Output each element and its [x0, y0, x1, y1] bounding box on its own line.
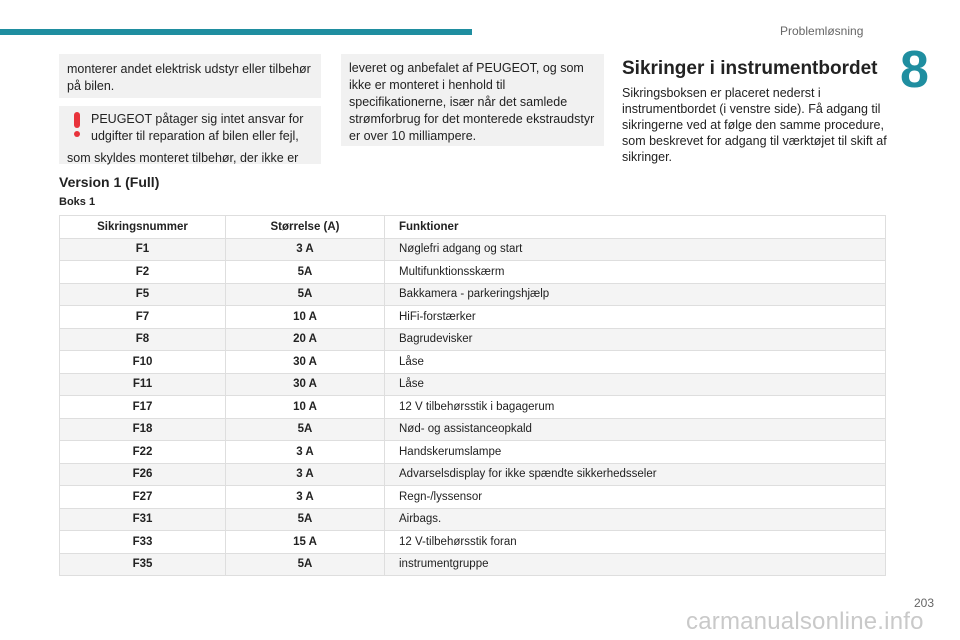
- table-row: [60, 351, 886, 374]
- table-row: [60, 328, 886, 351]
- chapter-number: 8: [900, 41, 929, 99]
- cell-function: Nøglefri adgang og start: [385, 238, 886, 261]
- cell-size: 5A: [226, 261, 385, 284]
- table-row: [60, 463, 886, 486]
- table-row: [60, 553, 886, 576]
- cell-fuse-number: F33: [60, 531, 226, 554]
- cell-size: 3 A: [226, 441, 385, 464]
- cell-size: 3 A: [226, 486, 385, 509]
- cell-size: 30 A: [226, 351, 385, 374]
- section-heading: Sikringer i instrumentbordet: [622, 58, 878, 79]
- cell-size: 10 A: [226, 396, 385, 419]
- cell-fuse-number: F27: [60, 486, 226, 509]
- cell-size: 5A: [226, 553, 385, 576]
- fuse-table: [59, 215, 886, 576]
- note-box-continuation: [59, 54, 321, 98]
- cell-size: 10 A: [226, 306, 385, 329]
- warning-continuation-text: leveret og anbefalet af PEUGEOT, og som ikke er monteret i henhold til specifikationerne, især når det samlede strømforbrug for det monterede ekstraudstyr er over 10 milliampere.: [349, 61, 595, 143]
- cell-function: Handskerumslampe: [385, 441, 886, 464]
- cell-size: 3 A: [226, 238, 385, 261]
- cell-function: Multifunktionsskærm: [385, 261, 886, 284]
- header-accent-bar: [0, 29, 472, 35]
- cell-function: Airbags.: [385, 508, 886, 531]
- cell-size: 5A: [226, 283, 385, 306]
- box-label: Boks 1: [59, 196, 96, 208]
- cell-function: Bagrudevisker: [385, 328, 886, 351]
- cell-function: Regn-/lyssensor: [385, 486, 886, 509]
- table-row: [60, 373, 886, 396]
- cell-size: 3 A: [226, 463, 385, 486]
- section-name: Problemløsning: [780, 24, 864, 38]
- cell-function: Låse: [385, 351, 886, 374]
- page-number: 203: [914, 596, 935, 610]
- warning-box: [59, 106, 321, 164]
- cell-fuse-number: F26: [60, 463, 226, 486]
- cell-size: 30 A: [226, 373, 385, 396]
- table-row: [60, 306, 886, 329]
- cell-size: 15 A: [226, 531, 385, 554]
- table-row: [60, 261, 886, 284]
- table-row: [60, 441, 886, 464]
- warning-text-line1: PEUGEOT påtager sig intet ansvar for udgifter til reparation af bilen eller fejl,: [91, 112, 304, 143]
- cell-fuse-number: F5: [60, 283, 226, 306]
- cell-fuse-number: F31: [60, 508, 226, 531]
- cell-fuse-number: F1: [60, 238, 226, 261]
- table-header-row: [60, 216, 886, 239]
- cell-fuse-number: F22: [60, 441, 226, 464]
- column-header-fuse-number: Sikringsnummer: [60, 216, 226, 239]
- cell-fuse-number: F18: [60, 418, 226, 441]
- cell-fuse-number: F35: [60, 553, 226, 576]
- table-row: [60, 531, 886, 554]
- cell-fuse-number: F2: [60, 261, 226, 284]
- cell-function: 12 V tilbehørsstik i bagagerum: [385, 396, 886, 419]
- cell-function: Advarselsdisplay for ikke spændte sikkerhedsseler: [385, 463, 886, 486]
- cell-function: Nød- og assistanceopkald: [385, 418, 886, 441]
- cell-function: 12 V-tilbehørsstik foran: [385, 531, 886, 554]
- cell-fuse-number: F8: [60, 328, 226, 351]
- version-heading: Version 1 (Full): [59, 174, 160, 190]
- table-row: [60, 486, 886, 509]
- table-row: [60, 238, 886, 261]
- cell-fuse-number: F17: [60, 396, 226, 419]
- exclamation-icon: [73, 112, 81, 138]
- cell-fuse-number: F7: [60, 306, 226, 329]
- watermark: carmanualsonline.info: [686, 608, 924, 635]
- column-header-functions: Funktioner: [385, 216, 886, 239]
- cell-size: 5A: [226, 418, 385, 441]
- cell-fuse-number: F11: [60, 373, 226, 396]
- cell-function: Låse: [385, 373, 886, 396]
- cell-function: instrumentgruppe: [385, 553, 886, 576]
- column-header-size: Størrelse (A): [226, 216, 385, 239]
- table-row: [60, 508, 886, 531]
- table-row: [60, 396, 886, 419]
- section-paragraph: Sikringsboksen er placeret nederst i instrumentbordet (i venstre side). Få adgang til sikringerne ved at følge den samme procedure, som beskrevet for adgang til værktøjet til skift af sikringer.: [622, 86, 887, 164]
- cell-size: 20 A: [226, 328, 385, 351]
- cell-function: HiFi-forstærker: [385, 306, 886, 329]
- warning-box-continuation: [341, 54, 604, 146]
- table-row: [60, 418, 886, 441]
- cell-size: 5A: [226, 508, 385, 531]
- cell-fuse-number: F10: [60, 351, 226, 374]
- note-text: monterer andet elektrisk udstyr eller tilbehør på bilen.: [67, 62, 311, 93]
- warning-text-line2: som skyldes monteret tilbehør, der ikke er: [67, 151, 299, 165]
- cell-function: Bakkamera - parkeringshjælp: [385, 283, 886, 306]
- table-row: [60, 283, 886, 306]
